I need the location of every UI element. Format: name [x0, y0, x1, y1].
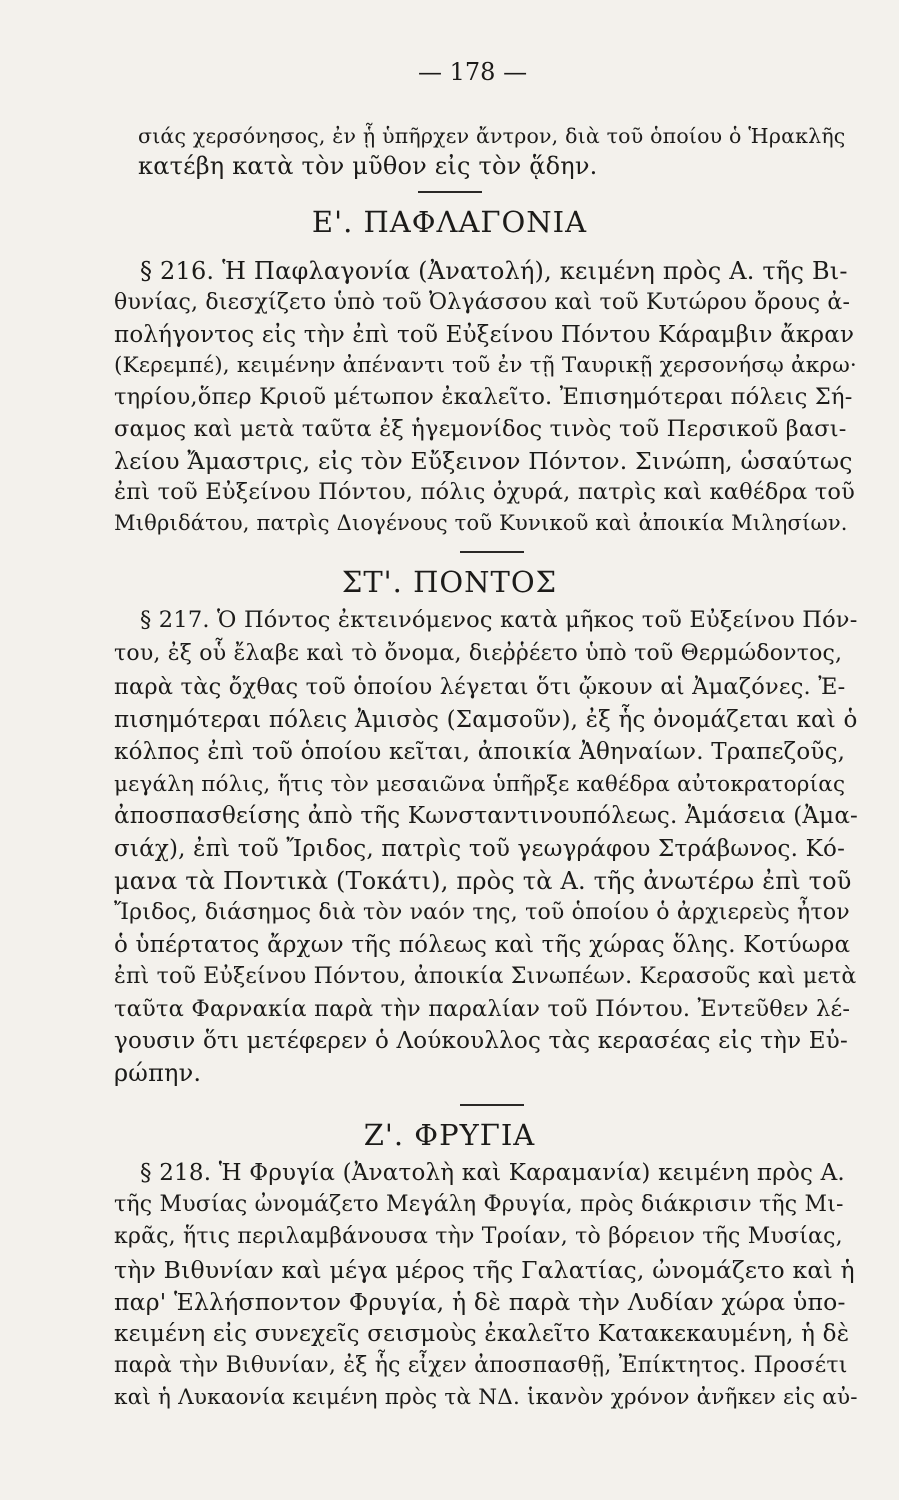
text-line: λείου Ἄμαστρις, εἰς τὸν Εὔξεινον Πόντον. Σινώπη, ὡσαύτως [114, 447, 853, 475]
text-line: σιάς χερσόνησος, ἐν ᾗ ὑπῆρχεν ἄντρον, διὰ τοῦ ὁποίου ὁ Ἡρακλῆς [138, 124, 846, 148]
text-line: γουσιν ὅτι μετέφερεν ὁ Λούκουλλος τὰς κερασέας εἰς τὴν Εὐ- [114, 1028, 848, 1054]
text-line: σιάχ), ἐπὶ τοῦ Ἴριδος, πατρὶς τοῦ γεωγράφου Στράβωνος. Κό- [114, 836, 846, 862]
section-heading: Ζ'. ΦΡΥΓΙΑ [363, 1118, 536, 1152]
text-line: παρὰ τὴν Βιθυνίαν, ἐξ ἧς εἶχεν ἀποσπασθῇ, Ἐπίκτητος. Προσέτι [114, 1353, 848, 1378]
text-line: Ἴριδος, διάσημος διὰ τὸν ναόν της, τοῦ ὁποίου ὁ ἀρχιερεὺς ἦτον [114, 900, 850, 925]
text-line: ἀποσπασθείσης ἀπὸ τῆς Κωνσταντινουπόλεως. Ἀμάσεια (Ἀμα- [114, 803, 859, 829]
page-number: — 178 — [418, 58, 528, 86]
text-line: κρᾶς, ἥτις περιλαμβάνουσα τὴν Τροίαν, τὸ βόρειον τῆς Μυσίας, [114, 1224, 843, 1249]
text-line: παρὰ τὰς ὄχθας τοῦ ὁποίου λέγεται ὅτι ᾤκουν αἱ Ἀμαζόνες. Ἐ- [114, 674, 846, 700]
text-line: (Κερεμπέ), κειμένην ἀπέναντι τοῦ ἐν τῇ Ταυρικῇ χερσονήσῳ ἀκρω· [114, 353, 857, 378]
text-line: παρ' Ἑλλήσποντον Φρυγία, ἡ δὲ παρὰ τὴν Λυδίαν χώρα ὑπο- [114, 1288, 846, 1316]
section-divider [460, 1104, 524, 1106]
text-line: πολήγοντος εἰς τὴν ἐπὶ τοῦ Εὐξείνου Πόντου Κάραμβιν ἄκραν [114, 322, 855, 348]
text-line: ταῦτα Φαρνακία παρὰ τὴν παραλίαν τοῦ Πόντου. Ἐντεῦθεν λέ- [114, 996, 851, 1022]
text-line: τῆς Μυσίας ὠνομάζετο Μεγάλη Φρυγία, πρὸς διάκρισιν τῆς Μι- [114, 1192, 844, 1217]
section-divider [418, 191, 482, 193]
text-line: τηρίου,ὅπερ Κριοῦ μέτωπον ἐκαλεῖτο. Ἐπισημότεραι πόλεις Σή- [114, 384, 853, 410]
text-line: ἐπὶ τοῦ Εὐξείνου Πόντου, ἀποικία Σινωπέων. Κερασοῦς καὶ μετὰ [114, 964, 857, 989]
text-line: πισημότεραι πόλεις Ἀμισὸς (Σαμσοῦν), ἐξ ἧς ὀνομάζεται καὶ ὁ [114, 707, 858, 733]
text-line: μεγάλη πόλις, ἥτις τὸν μεσαιῶνα ὑπῆρξε καθέδρα αὐτοκρατορίας [114, 772, 846, 797]
text-line: § 218. Ἡ Φρυγία (Ἀνατολὴ καὶ Καραμανία) κειμένη πρὸς Α. [140, 1160, 845, 1186]
text-line: μανα τὰ Ποντικὰ (Τοκάτι), πρὸς τὰ Α. τῆς ἀνωτέρω ἐπὶ τοῦ [114, 867, 852, 895]
text-line: κειμένη εἰς συνεχεῖς σεισμοὺς ἐκαλεῖτο Κατακεκαυμένη, ἡ δὲ [114, 1321, 850, 1347]
text-line: Μιθριδάτου, πατρὶς Διογένους τοῦ Κυνικοῦ καὶ ἀποικία Μιλησίων. [114, 511, 848, 535]
section-divider [460, 551, 524, 553]
section-heading: ΣΤ'. ΠΟΝΤΟΣ [341, 565, 558, 599]
text-line: του, ἐξ οὗ ἔλαβε καὶ τὸ ὄνομα, διεῤῥέετο ὑπὸ τοῦ Θερμώδοντος, [114, 641, 843, 666]
section-heading: Ε'. ΠΑΦΛΑΓΟΝΙΑ [311, 205, 588, 239]
text-line: ρώπην. [114, 1059, 202, 1087]
text-line: ἐπὶ τοῦ Εὐξείνου Πόντου, πόλις ὀχυρά, πατρὶς καὶ καθέδρα τοῦ [114, 479, 855, 505]
text-line: τὴν Βιθυνίαν καὶ μέγα μέρος τῆς Γαλατίας, ὠνομάζετο καὶ ἡ [114, 1256, 855, 1284]
text-line: § 216. Ἡ Παφλαγονία (Ἀνατολή), κειμένη πρὸς Α. τῆς Βι- [140, 257, 848, 285]
text-line: ὁ ὑπέρτατος ἄρχων τῆς πόλεως καὶ τῆς χώρας ὅλης. Κοτύωρα [114, 932, 851, 958]
text-line: κόλπος ἐπὶ τοῦ ὁποίου κεῖται, ἀποικία Ἀθηναίων. Τραπεζοῦς, [114, 739, 846, 765]
text-line: σαμος καὶ μετὰ ταῦτα ἐξ ἡγεμονίδος τινὸς τοῦ Περσικοῦ βασι- [114, 416, 847, 442]
text-line: κατέβη κατὰ τὸν μῦθον εἰς τὸν ᾅδην. [138, 152, 598, 180]
text-line: καὶ ἡ Λυκαονία κειμένη πρὸς τὰ ΝΔ. ἱκανὸν χρόνον ἀνῆκεν εἰς αὐ- [114, 1385, 858, 1410]
text-line: θυνίας, διεσχίζετο ὑπὸ τοῦ Ὀλγάσσου καὶ τοῦ Κυτώρου ὄρους ἀ- [114, 290, 851, 315]
text-line: § 217. Ὁ Πόντος ἐκτεινόμενος κατὰ μῆκος τοῦ Εὐξείνου Πόν- [140, 607, 858, 633]
